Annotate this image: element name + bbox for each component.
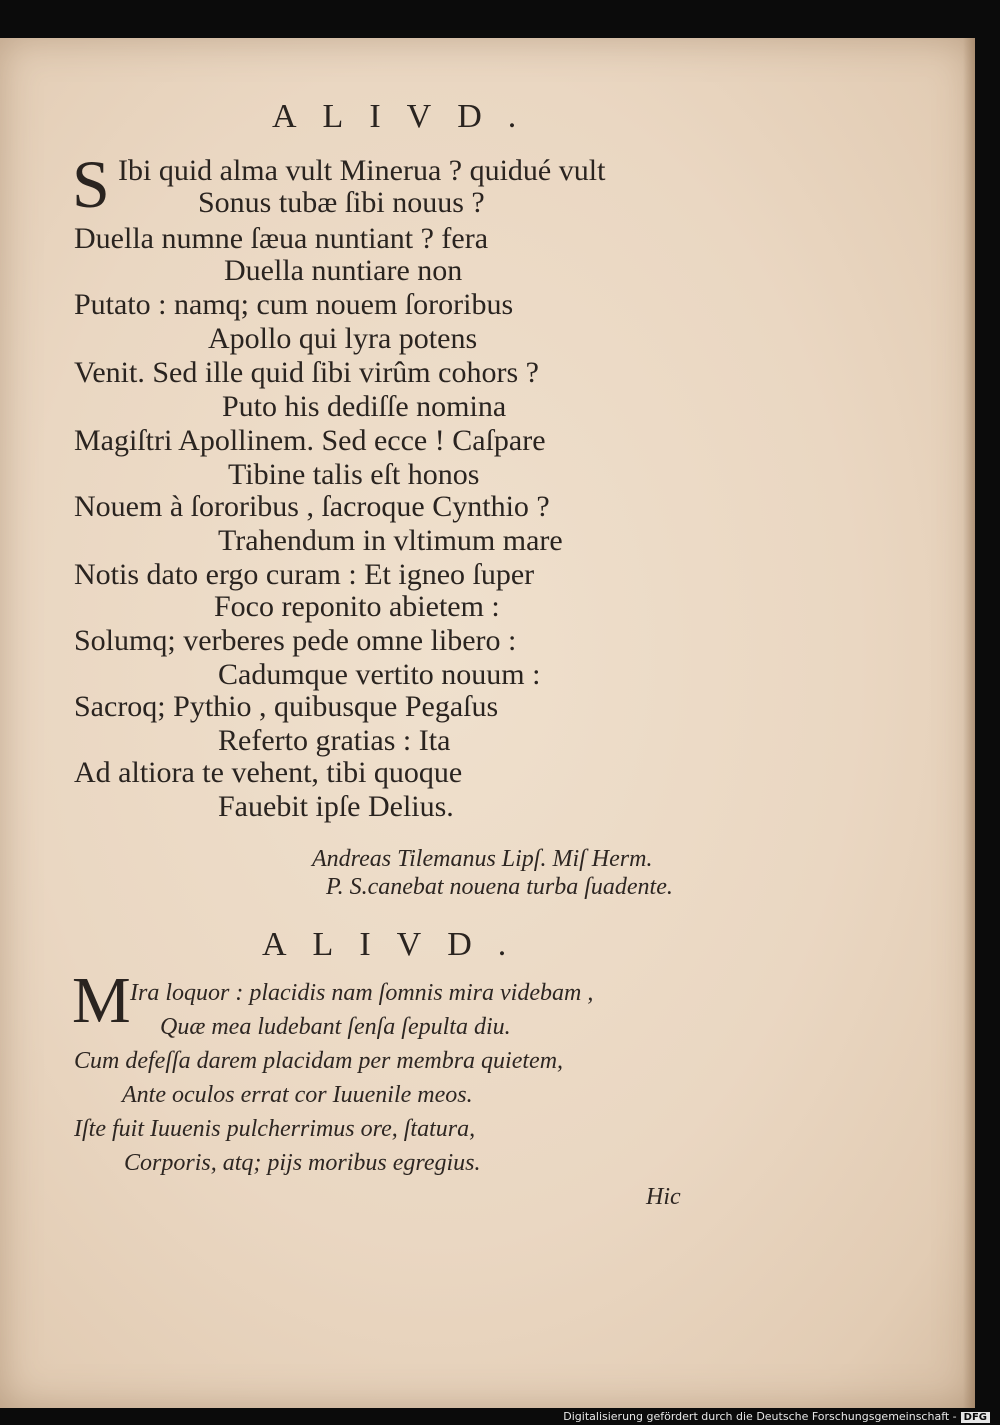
poem1-line: Venit. Sed ille quid ſibi virûm cohors ? <box>74 356 539 389</box>
footer-text: Digitalisierung gefördert durch die Deutsche Forschungsgemeinschaft - <box>563 1410 957 1423</box>
poem1-line: Puto his dediſſe nomina <box>222 390 507 423</box>
poem1-line: Duella numne ſæua nuntiant ? fera <box>74 222 489 255</box>
poem1-line: Ad altiora te vehent, tibi quoque <box>74 756 463 789</box>
poem1-line: Fauebit ipſe Delius. <box>218 790 454 823</box>
poem1-line: Ibi quid alma vult Minerua ? quidué vult <box>118 154 606 187</box>
book-page <box>0 38 975 1408</box>
poem1-signature: Andreas Tilemanus Lipſ. Miſ Herm. <box>312 846 653 872</box>
poem2-line: Ira loquor : placidis nam ſomnis mira videbam , <box>130 980 594 1006</box>
poem2-line: Ante oculos errat cor Iuuenile meos. <box>122 1082 473 1108</box>
poem2-line: Cum defeſſa darem placidam per membra quietem, <box>74 1048 564 1074</box>
poem1-line: Trahendum in vltimum mare <box>218 524 563 557</box>
poem1-heading: ALIVD. <box>272 98 543 135</box>
poem1-dropcap: S <box>72 146 110 222</box>
poem1-line: Apollo qui lyra potens <box>208 322 478 355</box>
poem2-line: Corporis, atq; pijs moribus egregius. <box>124 1150 481 1176</box>
poem1-line: Cadumque vertito nouum : <box>218 658 541 691</box>
poem1-signature: P. S.canebat nouena turba ſuadente. <box>326 874 673 900</box>
poem1-line: Duella nuntiare non <box>224 254 463 287</box>
poem1-line: Putato : namq; cum nouem ſororibus <box>74 288 514 321</box>
poem2-heading: ALIVD. <box>262 926 533 963</box>
poem1-line: Magiſtri Apollinem. Sed ecce ! Caſpare <box>74 424 546 457</box>
poem1-line: Foco reponito abietem : <box>214 590 500 623</box>
poem1-line: Solumq; verberes pede omne libero : <box>74 624 517 657</box>
poem2-dropcap: M <box>72 964 131 1037</box>
poem1-line: Tibine talis eſt honos <box>228 458 480 491</box>
digitization-footer <box>563 1410 990 1423</box>
dfg-logo: DFG <box>961 1412 990 1423</box>
poem1-line: Sacroq; Pythio , quibusque Pegaſus <box>74 690 499 723</box>
poem1-line: Notis dato ergo curam : Et igneo ſuper <box>74 558 535 591</box>
poem1-line: Sonus tubæ ſibi nouus ? <box>198 186 485 219</box>
catchword: Hic <box>646 1184 681 1210</box>
poem2-line: Quæ mea ludebant ſenſa ſepulta diu. <box>160 1014 511 1040</box>
poem2-line: Iſte fuit Iuuenis pulcherrimus ore, ſtatura, <box>74 1116 476 1142</box>
poem1-line: Referto gratias : Ita <box>218 724 451 757</box>
poem1-line: Nouem à ſororibus , ſacroque Cynthio ? <box>74 490 550 523</box>
